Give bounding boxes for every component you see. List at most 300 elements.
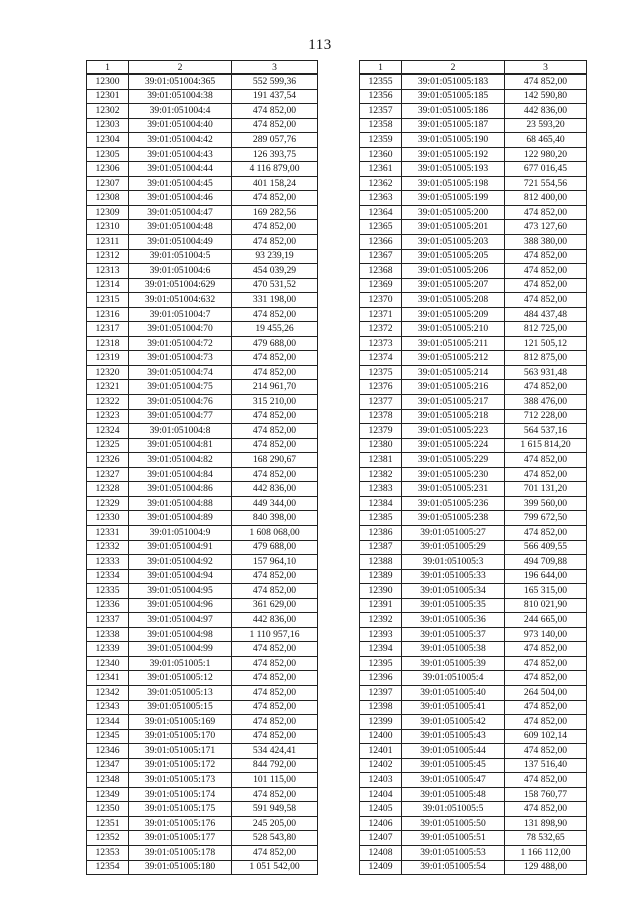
table-row bbox=[87, 220, 318, 235]
value-cell: 474 852,00 bbox=[505, 525, 587, 540]
table-row bbox=[360, 264, 587, 279]
value-cell: 474 852,00 bbox=[232, 409, 318, 424]
cadastral-number-cell: 39:01:051004:40 bbox=[129, 118, 232, 133]
table-row bbox=[87, 584, 318, 599]
row-number-cell: 12368 bbox=[360, 264, 402, 279]
value-cell: 591 949,58 bbox=[232, 802, 318, 817]
row-number-cell: 12321 bbox=[87, 380, 129, 395]
table-row bbox=[360, 205, 587, 220]
row-number-cell: 12320 bbox=[87, 365, 129, 380]
value-cell: 474 852,00 bbox=[505, 278, 587, 293]
cadastral-number-cell: 39:01:051005:29 bbox=[402, 540, 505, 555]
row-number-cell: 12343 bbox=[87, 700, 129, 715]
row-number-cell: 12318 bbox=[87, 336, 129, 351]
table-row bbox=[87, 685, 318, 700]
value-cell: 442 836,00 bbox=[505, 104, 587, 119]
value-cell: 470 531,52 bbox=[232, 278, 318, 293]
row-number-cell: 12337 bbox=[87, 613, 129, 628]
table-row bbox=[360, 351, 587, 366]
cadastral-number-cell: 39:01:051005:173 bbox=[129, 773, 232, 788]
table-row bbox=[87, 496, 318, 511]
row-number-cell: 12356 bbox=[360, 89, 402, 104]
value-cell: 388 380,00 bbox=[505, 235, 587, 250]
cadastral-number-cell: 39:01:051004:72 bbox=[129, 336, 232, 351]
table-row bbox=[360, 424, 587, 439]
right-table-header-row bbox=[360, 61, 587, 75]
cadastral-number-cell: 39:01:051005:41 bbox=[402, 700, 505, 715]
cadastral-number-cell: 39:01:051004:98 bbox=[129, 627, 232, 642]
cadastral-number-cell: 39:01:051004:97 bbox=[129, 613, 232, 628]
row-number-cell: 12357 bbox=[360, 104, 402, 119]
row-number-cell: 12390 bbox=[360, 584, 402, 599]
table-row bbox=[87, 89, 318, 104]
cadastral-number-cell: 39:01:051005:13 bbox=[129, 685, 232, 700]
table-row bbox=[360, 409, 587, 424]
table-row bbox=[87, 540, 318, 555]
value-cell: 1 051 542,00 bbox=[232, 860, 318, 875]
cadastral-number-cell: 39:01:051004:365 bbox=[129, 74, 232, 89]
cadastral-number-cell: 39:01:051005:203 bbox=[402, 235, 505, 250]
row-number-cell: 12327 bbox=[87, 467, 129, 482]
value-cell: 474 852,00 bbox=[232, 438, 318, 453]
table-row bbox=[360, 744, 587, 759]
table-row bbox=[360, 656, 587, 671]
cadastral-number-cell: 39:01:051005:224 bbox=[402, 438, 505, 453]
column-header-1: 1 bbox=[87, 61, 129, 75]
value-cell: 78 532,65 bbox=[505, 831, 587, 846]
table-row bbox=[360, 118, 587, 133]
row-number-cell: 12324 bbox=[87, 424, 129, 439]
table-row bbox=[87, 395, 318, 410]
table-row bbox=[360, 540, 587, 555]
table-row bbox=[360, 133, 587, 148]
value-cell: 137 516,40 bbox=[505, 758, 587, 773]
cadastral-number-cell: 39:01:051005:187 bbox=[402, 118, 505, 133]
table-row bbox=[360, 147, 587, 162]
row-number-cell: 12306 bbox=[87, 162, 129, 177]
value-cell: 245 205,00 bbox=[232, 816, 318, 831]
value-cell: 474 852,00 bbox=[505, 700, 587, 715]
cadastral-number-cell: 39:01:051005:212 bbox=[402, 351, 505, 366]
cadastral-number-cell: 39:01:051004:81 bbox=[129, 438, 232, 453]
row-number-cell: 12332 bbox=[87, 540, 129, 555]
cadastral-number-cell: 39:01:051005:209 bbox=[402, 307, 505, 322]
value-cell: 142 590,80 bbox=[505, 89, 587, 104]
value-cell: 474 852,00 bbox=[232, 685, 318, 700]
value-cell: 474 852,00 bbox=[505, 773, 587, 788]
cadastral-number-cell: 39:01:051005:186 bbox=[402, 104, 505, 119]
cadastral-number-cell: 39:01:051004:82 bbox=[129, 453, 232, 468]
value-cell: 361 629,00 bbox=[232, 598, 318, 613]
value-cell: 474 852,00 bbox=[232, 569, 318, 584]
page-number: 113 bbox=[308, 37, 332, 53]
row-number-cell: 12354 bbox=[87, 860, 129, 875]
cadastral-number-cell: 39:01:051004:47 bbox=[129, 205, 232, 220]
value-cell: 442 836,00 bbox=[232, 613, 318, 628]
cadastral-number-cell: 39:01:051004:88 bbox=[129, 496, 232, 511]
table-row bbox=[360, 627, 587, 642]
value-cell: 474 852,00 bbox=[232, 424, 318, 439]
cadastral-number-cell: 39:01:051004:96 bbox=[129, 598, 232, 613]
value-cell: 131 898,90 bbox=[505, 816, 587, 831]
cadastral-number-cell: 39:01:051005:211 bbox=[402, 336, 505, 351]
table-row bbox=[360, 642, 587, 657]
table-row bbox=[360, 758, 587, 773]
table-row bbox=[360, 235, 587, 250]
row-number-cell: 12398 bbox=[360, 700, 402, 715]
row-number-cell: 12401 bbox=[360, 744, 402, 759]
cadastral-number-cell: 39:01:051005:170 bbox=[129, 729, 232, 744]
cadastral-number-cell: 39:01:051005:183 bbox=[402, 74, 505, 89]
row-number-cell: 12377 bbox=[360, 395, 402, 410]
row-number-cell: 12328 bbox=[87, 482, 129, 497]
cadastral-number-cell: 39:01:051004:629 bbox=[129, 278, 232, 293]
table-row bbox=[87, 845, 318, 860]
table-row bbox=[87, 671, 318, 686]
value-cell: 474 852,00 bbox=[505, 293, 587, 308]
row-number-cell: 12374 bbox=[360, 351, 402, 366]
row-number-cell: 12330 bbox=[87, 511, 129, 526]
value-cell: 701 131,20 bbox=[505, 482, 587, 497]
cadastral-number-cell: 39:01:051004:48 bbox=[129, 220, 232, 235]
value-cell: 121 505,12 bbox=[505, 336, 587, 351]
cadastral-number-cell: 39:01:051005:185 bbox=[402, 89, 505, 104]
row-number-cell: 12352 bbox=[87, 831, 129, 846]
row-number-cell: 12344 bbox=[87, 715, 129, 730]
value-cell: 68 465,40 bbox=[505, 133, 587, 148]
cadastral-number-cell: 39:01:051005:230 bbox=[402, 467, 505, 482]
cadastral-number-cell: 39:01:051005:12 bbox=[129, 671, 232, 686]
value-cell: 289 057,76 bbox=[232, 133, 318, 148]
cadastral-number-cell: 39:01:051005:176 bbox=[129, 816, 232, 831]
row-number-cell: 12369 bbox=[360, 278, 402, 293]
row-number-cell: 12348 bbox=[87, 773, 129, 788]
value-cell: 474 852,00 bbox=[505, 744, 587, 759]
value-cell: 474 852,00 bbox=[505, 380, 587, 395]
row-number-cell: 12378 bbox=[360, 409, 402, 424]
cadastral-number-cell: 39:01:051004:77 bbox=[129, 409, 232, 424]
table-row bbox=[87, 336, 318, 351]
cadastral-number-cell: 39:01:051004:42 bbox=[129, 133, 232, 148]
row-number-cell: 12335 bbox=[87, 584, 129, 599]
cadastral-number-cell: 39:01:051005:210 bbox=[402, 322, 505, 337]
cadastral-number-cell: 39:01:051005:5 bbox=[402, 802, 505, 817]
value-cell: 126 393,75 bbox=[232, 147, 318, 162]
cadastral-number-cell: 39:01:051005:201 bbox=[402, 220, 505, 235]
cadastral-number-cell: 39:01:051005:34 bbox=[402, 584, 505, 599]
cadastral-number-cell: 39:01:051005:53 bbox=[402, 845, 505, 860]
table-row bbox=[360, 831, 587, 846]
row-number-cell: 12333 bbox=[87, 555, 129, 570]
row-number-cell: 12370 bbox=[360, 293, 402, 308]
value-cell: 474 852,00 bbox=[505, 467, 587, 482]
cadastral-number-cell: 39:01:051004:43 bbox=[129, 147, 232, 162]
row-number-cell: 12319 bbox=[87, 351, 129, 366]
row-number-cell: 12317 bbox=[87, 322, 129, 337]
cadastral-number-cell: 39:01:051005:192 bbox=[402, 147, 505, 162]
cadastral-number-cell: 39:01:051005:51 bbox=[402, 831, 505, 846]
cadastral-number-cell: 39:01:051005:37 bbox=[402, 627, 505, 642]
table-row bbox=[360, 322, 587, 337]
value-cell: 4 116 879,00 bbox=[232, 162, 318, 177]
row-number-cell: 12403 bbox=[360, 773, 402, 788]
value-cell: 158 760,77 bbox=[505, 787, 587, 802]
value-cell: 454 039,29 bbox=[232, 264, 318, 279]
cadastral-number-cell: 39:01:051004:8 bbox=[129, 424, 232, 439]
table-row bbox=[87, 438, 318, 453]
row-number-cell: 12388 bbox=[360, 555, 402, 570]
column-header-2: 2 bbox=[402, 61, 505, 75]
table-row bbox=[87, 424, 318, 439]
row-number-cell: 12325 bbox=[87, 438, 129, 453]
value-cell: 474 852,00 bbox=[232, 191, 318, 206]
value-cell: 712 228,00 bbox=[505, 409, 587, 424]
value-cell: 474 852,00 bbox=[232, 220, 318, 235]
row-number-cell: 12384 bbox=[360, 496, 402, 511]
cadastral-number-cell: 39:01:051005:178 bbox=[129, 845, 232, 860]
table-row bbox=[87, 482, 318, 497]
left-table-header-row bbox=[87, 61, 318, 75]
cadastral-number-cell: 39:01:051005:27 bbox=[402, 525, 505, 540]
row-number-cell: 12400 bbox=[360, 729, 402, 744]
cadastral-number-cell: 39:01:051005:214 bbox=[402, 365, 505, 380]
table-row bbox=[87, 365, 318, 380]
cadastral-number-cell: 39:01:051004:89 bbox=[129, 511, 232, 526]
value-cell: 474 852,00 bbox=[505, 453, 587, 468]
row-number-cell: 12399 bbox=[360, 715, 402, 730]
row-number-cell: 12351 bbox=[87, 816, 129, 831]
table-row bbox=[360, 482, 587, 497]
cadastral-number-cell: 39:01:051005:205 bbox=[402, 249, 505, 264]
value-cell: 331 198,00 bbox=[232, 293, 318, 308]
cadastral-number-cell: 39:01:051004:94 bbox=[129, 569, 232, 584]
table-row bbox=[360, 162, 587, 177]
cadastral-number-cell: 39:01:051005:33 bbox=[402, 569, 505, 584]
value-cell: 157 964,10 bbox=[232, 555, 318, 570]
row-number-cell: 12346 bbox=[87, 744, 129, 759]
row-number-cell: 12393 bbox=[360, 627, 402, 642]
cadastral-number-cell: 39:01:051005:180 bbox=[129, 860, 232, 875]
value-cell: 474 852,00 bbox=[232, 700, 318, 715]
cadastral-number-cell: 39:01:051004:6 bbox=[129, 264, 232, 279]
row-number-cell: 12342 bbox=[87, 685, 129, 700]
value-cell: 165 315,00 bbox=[505, 584, 587, 599]
table-row bbox=[87, 758, 318, 773]
table-row bbox=[87, 555, 318, 570]
row-number-cell: 12387 bbox=[360, 540, 402, 555]
value-cell: 315 210,00 bbox=[232, 395, 318, 410]
table-row bbox=[87, 816, 318, 831]
value-cell: 812 400,00 bbox=[505, 191, 587, 206]
cadastral-number-cell: 39:01:051004:4 bbox=[129, 104, 232, 119]
cadastral-number-cell: 39:01:051004:84 bbox=[129, 467, 232, 482]
table-row bbox=[360, 249, 587, 264]
cadastral-number-cell: 39:01:051005:172 bbox=[129, 758, 232, 773]
table-row bbox=[360, 336, 587, 351]
row-number-cell: 12373 bbox=[360, 336, 402, 351]
row-number-cell: 12311 bbox=[87, 235, 129, 250]
row-number-cell: 12405 bbox=[360, 802, 402, 817]
table-row bbox=[87, 176, 318, 191]
value-cell: 474 852,00 bbox=[232, 845, 318, 860]
table-row bbox=[87, 307, 318, 322]
value-cell: 442 836,00 bbox=[232, 482, 318, 497]
table-row bbox=[87, 74, 318, 89]
table-row bbox=[87, 380, 318, 395]
table-row bbox=[87, 700, 318, 715]
value-cell: 474 852,00 bbox=[232, 467, 318, 482]
table-row bbox=[87, 627, 318, 642]
cadastral-number-cell: 39:01:051005:15 bbox=[129, 700, 232, 715]
row-number-cell: 12391 bbox=[360, 598, 402, 613]
value-cell: 563 931,48 bbox=[505, 365, 587, 380]
cadastral-number-cell: 39:01:051004:91 bbox=[129, 540, 232, 555]
cadastral-number-cell: 39:01:051004:95 bbox=[129, 584, 232, 599]
row-number-cell: 12363 bbox=[360, 191, 402, 206]
cadastral-number-cell: 39:01:051005:190 bbox=[402, 133, 505, 148]
row-number-cell: 12362 bbox=[360, 176, 402, 191]
row-number-cell: 12382 bbox=[360, 467, 402, 482]
row-number-cell: 12314 bbox=[87, 278, 129, 293]
row-number-cell: 12323 bbox=[87, 409, 129, 424]
value-cell: 474 852,00 bbox=[505, 642, 587, 657]
value-cell: 1 608 068,00 bbox=[232, 525, 318, 540]
row-number-cell: 12301 bbox=[87, 89, 129, 104]
value-cell: 474 852,00 bbox=[232, 642, 318, 657]
row-number-cell: 12315 bbox=[87, 293, 129, 308]
cadastral-number-cell: 39:01:051004:74 bbox=[129, 365, 232, 380]
table-row bbox=[360, 773, 587, 788]
row-number-cell: 12310 bbox=[87, 220, 129, 235]
table-row bbox=[360, 191, 587, 206]
value-cell: 401 158,24 bbox=[232, 176, 318, 191]
row-number-cell: 12383 bbox=[360, 482, 402, 497]
value-cell: 840 398,00 bbox=[232, 511, 318, 526]
row-number-cell: 12379 bbox=[360, 424, 402, 439]
value-cell: 169 282,56 bbox=[232, 205, 318, 220]
value-cell: 474 852,00 bbox=[232, 671, 318, 686]
cadastral-number-cell: 39:01:051005:44 bbox=[402, 744, 505, 759]
cadastral-number-cell: 39:01:051004:76 bbox=[129, 395, 232, 410]
table-row bbox=[87, 147, 318, 162]
column-header-1: 1 bbox=[360, 61, 402, 75]
value-cell: 474 852,00 bbox=[232, 235, 318, 250]
table-row bbox=[360, 729, 587, 744]
cadastral-number-cell: 39:01:051005:238 bbox=[402, 511, 505, 526]
row-number-cell: 12339 bbox=[87, 642, 129, 657]
value-cell: 474 852,00 bbox=[232, 787, 318, 802]
value-cell: 168 290,67 bbox=[232, 453, 318, 468]
row-number-cell: 12365 bbox=[360, 220, 402, 235]
table-row bbox=[360, 525, 587, 540]
table-row bbox=[360, 453, 587, 468]
value-cell: 474 852,00 bbox=[232, 104, 318, 119]
value-cell: 494 709,88 bbox=[505, 555, 587, 570]
table-row bbox=[87, 293, 318, 308]
table-row bbox=[360, 467, 587, 482]
cadastral-number-cell: 39:01:051004:86 bbox=[129, 482, 232, 497]
value-cell: 609 102,14 bbox=[505, 729, 587, 744]
table-row bbox=[360, 671, 587, 686]
cadastral-number-cell: 39:01:051005:1 bbox=[129, 656, 232, 671]
value-cell: 23 593,20 bbox=[505, 118, 587, 133]
cadastral-number-cell: 39:01:051005:231 bbox=[402, 482, 505, 497]
column-header-3: 3 bbox=[505, 61, 587, 75]
value-cell: 388 476,00 bbox=[505, 395, 587, 410]
table-row bbox=[360, 685, 587, 700]
row-number-cell: 12396 bbox=[360, 671, 402, 686]
column-header-2: 2 bbox=[129, 61, 232, 75]
row-number-cell: 12375 bbox=[360, 365, 402, 380]
row-number-cell: 12308 bbox=[87, 191, 129, 206]
cadastral-number-cell: 39:01:051005:174 bbox=[129, 787, 232, 802]
table-row bbox=[360, 802, 587, 817]
cadastral-number-cell: 39:01:051005:206 bbox=[402, 264, 505, 279]
value-cell: 812 875,00 bbox=[505, 351, 587, 366]
right-table bbox=[359, 60, 587, 875]
value-cell: 528 543,80 bbox=[232, 831, 318, 846]
row-number-cell: 12353 bbox=[87, 845, 129, 860]
table-row bbox=[360, 395, 587, 410]
cadastral-number-cell: 39:01:051004:99 bbox=[129, 642, 232, 657]
table-row bbox=[87, 467, 318, 482]
cadastral-number-cell: 39:01:051005:50 bbox=[402, 816, 505, 831]
value-cell: 474 852,00 bbox=[505, 715, 587, 730]
cadastral-number-cell: 39:01:051005:216 bbox=[402, 380, 505, 395]
table-row bbox=[87, 729, 318, 744]
value-cell: 721 554,56 bbox=[505, 176, 587, 191]
table-row bbox=[360, 860, 587, 875]
cadastral-number-cell: 39:01:051004:45 bbox=[129, 176, 232, 191]
table-row bbox=[360, 74, 587, 89]
table-row bbox=[360, 307, 587, 322]
cadastral-number-cell: 39:01:051005:45 bbox=[402, 758, 505, 773]
row-number-cell: 12366 bbox=[360, 235, 402, 250]
row-number-cell: 12305 bbox=[87, 147, 129, 162]
value-cell: 474 852,00 bbox=[232, 729, 318, 744]
table-row bbox=[360, 584, 587, 599]
table-row bbox=[87, 264, 318, 279]
row-number-cell: 12329 bbox=[87, 496, 129, 511]
left-table bbox=[86, 60, 318, 875]
table-row bbox=[87, 118, 318, 133]
table-row bbox=[360, 569, 587, 584]
cadastral-number-cell: 39:01:051005:218 bbox=[402, 409, 505, 424]
row-number-cell: 12381 bbox=[360, 453, 402, 468]
value-cell: 474 852,00 bbox=[505, 74, 587, 89]
table-row bbox=[360, 365, 587, 380]
row-number-cell: 12386 bbox=[360, 525, 402, 540]
value-cell: 474 852,00 bbox=[505, 264, 587, 279]
table-row bbox=[360, 511, 587, 526]
row-number-cell: 12316 bbox=[87, 307, 129, 322]
value-cell: 677 016,45 bbox=[505, 162, 587, 177]
value-cell: 474 852,00 bbox=[232, 118, 318, 133]
table-row bbox=[360, 598, 587, 613]
table-row bbox=[87, 191, 318, 206]
row-number-cell: 12300 bbox=[87, 74, 129, 89]
value-cell: 19 455,26 bbox=[232, 322, 318, 337]
table-row bbox=[360, 176, 587, 191]
left-table-body bbox=[87, 74, 318, 875]
value-cell: 812 725,00 bbox=[505, 322, 587, 337]
value-cell: 479 688,00 bbox=[232, 336, 318, 351]
cadastral-number-cell: 39:01:051005:198 bbox=[402, 176, 505, 191]
cadastral-number-cell: 39:01:051004:38 bbox=[129, 89, 232, 104]
cadastral-number-cell: 39:01:051005:207 bbox=[402, 278, 505, 293]
cadastral-number-cell: 39:01:051004:70 bbox=[129, 322, 232, 337]
cadastral-number-cell: 39:01:051005:40 bbox=[402, 685, 505, 700]
